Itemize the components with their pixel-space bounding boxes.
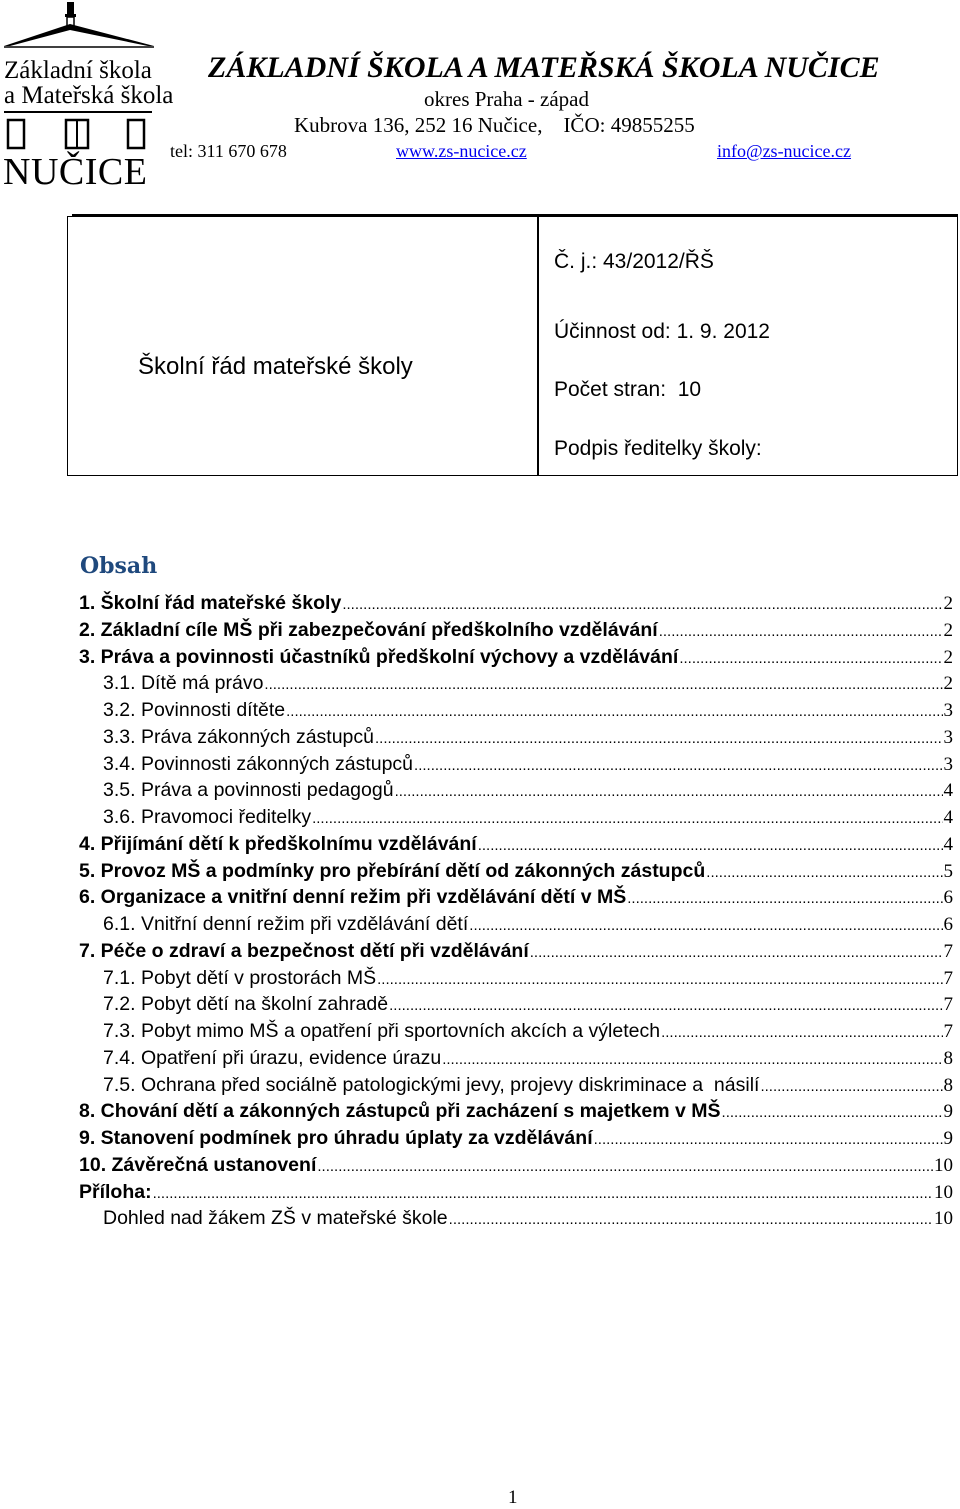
toc-entry-page: 10 [934,1181,953,1203]
toc-heading: Obsah [80,553,158,579]
toc-entry-page: 3 [943,700,953,721]
toc-leader-dots [530,938,943,967]
document-info-box [67,216,958,476]
toc-entry-title: 7. Péče o zdraví a bezpečnost dětí při vzdělávání [79,939,529,962]
toc-leader-dots [312,804,942,833]
toc-leader-dots [389,991,942,1020]
toc-leader-dots [760,1072,942,1101]
toc-entry-title: 3.5. Práva a povinnosti pedagogů [103,779,394,802]
toc-leader-dots [153,1179,933,1208]
toc-entry-title: 6.1. Vnitřní denní režim při vzdělávání dětí [103,913,469,935]
school-name: ZÁKLADNÍ ŠKOLA A MATEŘSKÁ ŠKOLA NUČICE [208,51,880,84]
toc-entry-page: 3 [943,726,953,748]
toc-entry-title: 3.3. Práva zákonných zástupců [103,725,374,748]
table-of-contents [79,590,953,1232]
toc-entry-title: Dohled nad žákem ZŠ v mateřské škole [103,1207,448,1230]
toc-entry-page: 5 [943,860,953,882]
school-district: okres Praha - západ [424,87,590,111]
toc-entry[interactable] [79,938,953,965]
toc-entry[interactable] [79,831,953,858]
toc-leader-dots [706,858,942,887]
toc-entry-page: 10 [934,1154,953,1176]
toc-leader-dots [342,590,942,619]
toc-entry[interactable] [79,1098,953,1125]
school-email-link[interactable]: info@zs-nucice.cz [717,141,852,161]
toc-entry-title: Příloha: [79,1180,152,1203]
toc-entry-page: 7 [943,994,953,1016]
logo-name: NUČICE [3,151,148,193]
page-number: 1 [508,1487,518,1508]
toc-entry[interactable] [79,670,953,697]
toc-entry-title: 5. Provoz MŠ a podmínky pro přebírání dětí od zákonných zástupců [79,859,706,882]
toc-entry-title: 9. Stanovení podmínek pro úhradu úplaty za vzdělávání [79,1127,593,1149]
toc-entry[interactable] [79,590,953,617]
toc-entry[interactable] [79,1045,953,1072]
toc-entry[interactable] [79,1205,953,1232]
document-reference: Č. j.: 43/2012/ŘŠ [554,250,714,273]
toc-leader-dots [679,644,942,673]
toc-entry[interactable] [79,777,953,804]
toc-entry-page: 2 [943,646,953,668]
toc-entry-title: 4. Přijímání dětí k předškolnímu vzdělávání [79,832,477,855]
toc-entry[interactable] [79,991,953,1018]
school-building-icon [0,0,160,60]
toc-leader-dots [414,751,942,780]
school-logo [0,0,174,200]
toc-entry-page: 3 [943,753,953,775]
toc-entry-title: 3.4. Povinnosti zákonných zástupců [103,752,414,775]
toc-leader-dots [377,965,942,994]
toc-entry[interactable] [79,1072,953,1099]
toc-leader-dots [317,1152,933,1181]
toc-entry-page: 2 [943,593,953,614]
toc-leader-dots [627,884,942,913]
toc-entry-page: 7 [943,1021,953,1042]
toc-leader-dots [594,1125,943,1154]
toc-entry-page: 4 [943,833,953,855]
toc-leader-dots [286,697,942,726]
toc-entry[interactable] [79,804,953,831]
toc-entry[interactable] [79,724,953,751]
toc-entry-page: 10 [934,1208,953,1230]
toc-entry-page: 6 [943,887,953,909]
logo-line-1: Základní škola [4,57,152,84]
toc-entry[interactable] [79,644,953,671]
toc-entry-title: 3.1. Dítě má právo [103,672,264,695]
toc-entry-title: 7.2. Pobyt dětí na školní zahradě [103,993,389,1016]
toc-entry-page: 2 [943,673,953,695]
toc-entry-page: 9 [943,1101,953,1123]
toc-entry-page: 4 [943,780,953,802]
toc-entry[interactable] [79,617,953,644]
school-phone: tel: 311 670 678 [170,141,287,161]
toc-entry-title: 3. Práva a povinnosti účastníků předškolní výchovy a vzdělávání [79,645,679,668]
logo-line-2: a Mateřská škola [4,82,174,109]
toc-entry-title: 7.5. Ochrana před sociálně patologickými jevy, projevy diskriminace a násilí [103,1073,760,1096]
toc-entry-page: 9 [943,1128,953,1149]
school-website-link[interactable]: www.zs-nucice.cz [396,141,527,161]
toc-entry-title: 7.3. Pobyt mimo MŠ a opatření při sportovních akcích a výletech [103,1020,661,1042]
toc-entry-page: 7 [943,967,953,989]
info-box-divider [537,217,539,475]
toc-entry[interactable] [79,911,953,938]
toc-entry-page: 4 [943,807,953,828]
toc-leader-dots [722,1098,943,1127]
toc-entry[interactable] [79,884,953,911]
toc-entry-title: 10. Závěrečná ustanovení [79,1153,317,1176]
director-signature-label: Podpis ředitelky školy: [554,437,762,460]
toc-entry-page: 6 [943,914,953,935]
document-effective-date: Účinnost od: 1. 9. 2012 [554,320,770,343]
toc-entry-title: 7.1. Pobyt dětí v prostorách MŠ [103,966,377,989]
toc-entry[interactable] [79,1152,953,1179]
toc-leader-dots [469,911,942,940]
toc-leader-dots [264,670,942,699]
toc-entry-title: 6. Organizace a vnitřní denní režim při vzdělávání dětí v MŠ [79,886,627,909]
toc-entry-title: 8. Chování dětí a zákonných zástupců při zacházení s majetkem v MŠ [79,1100,721,1123]
toc-entry[interactable] [79,1018,953,1045]
document-title: Školní řád mateřské školy [138,353,413,380]
toc-entry[interactable] [79,1125,953,1152]
school-address: Kubrova 136, 252 16 Nučice, IČO: 49855255 [294,113,695,137]
toc-entry[interactable] [79,965,953,992]
school-facade-icon [0,108,160,153]
toc-entry[interactable] [79,751,953,778]
toc-entry[interactable] [79,697,953,724]
toc-leader-dots [375,724,943,753]
toc-leader-dots [395,777,943,806]
document-page-count: Počet stran: 10 [554,378,702,401]
toc-leader-dots [659,617,943,646]
toc-entry-title: 7.4. Opatření při úrazu, evidence úrazu [103,1046,442,1069]
toc-entry-page: 2 [943,619,953,641]
toc-leader-dots [449,1205,933,1234]
toc-leader-dots [478,831,943,860]
toc-entry-page: 8 [943,1074,953,1096]
toc-entry-title: 2. Základní cíle MŠ při zabezpečování předškolního vzdělávání [79,618,658,641]
toc-entry[interactable] [79,1179,953,1206]
toc-entry-page: 7 [943,940,953,962]
toc-entry[interactable] [79,858,953,885]
toc-leader-dots [661,1018,942,1047]
toc-entry-title: 1. Školní řád mateřské školy [79,592,342,614]
toc-leader-dots [442,1045,942,1074]
toc-entry-page: 8 [943,1047,953,1069]
toc-entry-title: 3.6. Pravomoci ředitelky [103,806,312,828]
toc-entry-title: 3.2. Povinnosti dítěte [103,699,286,721]
